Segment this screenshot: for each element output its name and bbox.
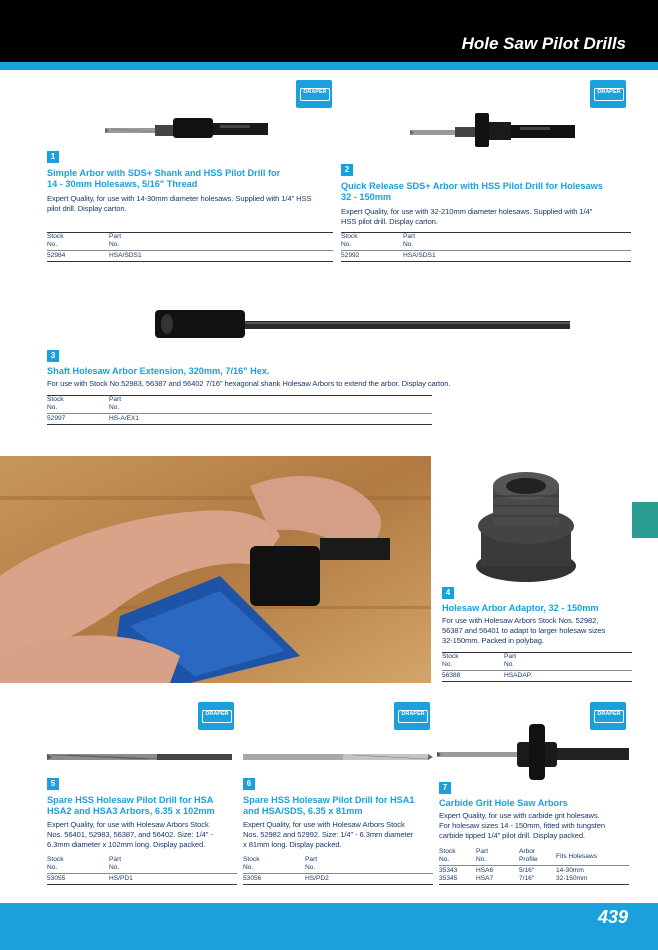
draper-logo: DRAPER — [590, 702, 626, 730]
stock-number: 53056 — [243, 875, 262, 882]
product-title: Simple Arbor with SDS+ Shank and HSS Pilot Drill for 14 - 30mm Holesaws, 5/16" Thread — [47, 168, 281, 189]
stock-number: 52984 — [47, 252, 66, 259]
pilot-drill-image — [47, 750, 237, 766]
stock-number: 53055 — [47, 875, 66, 882]
product-title: Shaft Holesaw Arbor Extension, 320mm, 7/16" Hex. — [47, 366, 270, 376]
part-number: HS/PD2 — [305, 875, 329, 882]
page-number: 439 — [597, 907, 628, 927]
stock-number: 35345 — [439, 875, 458, 882]
product-number: 4 — [442, 587, 454, 599]
product-description: Expert Quality, for use with Holesaw Arbors Stock Nos. 52982 and 52992. Size: 1/4" - 6.3mm diameter x 81mm long. Display packed. — [243, 820, 414, 849]
product-description: Expert Quality, for use with carbide grit holesaws. For holesaw sizes 14 - 150mm, fitted with tungsten carbide tipped 1/4" pilot drill. Display packed. — [439, 811, 605, 840]
draper-logo: DRAPER — [394, 702, 430, 730]
quick-release-arbor-image — [410, 108, 580, 153]
product-table: Stock No. Part No. 53056 HS/PD2 — [243, 855, 433, 889]
stock-number: 52992 — [341, 252, 360, 259]
product-title: Carbide Grit Hole Saw Arbors — [439, 798, 568, 808]
part-number: HSA7 — [476, 875, 494, 882]
carbide-arbor-image — [437, 722, 632, 782]
product-title: Spare HSS Holesaw Pilot Drill for HSA1 and HSA/SDS, 6.35 x 81mm — [243, 795, 415, 816]
part-number: HSA/SDS1 — [109, 252, 142, 259]
product-table: Stock No. Part No. 52997 HS-A/EX1 — [47, 395, 432, 429]
draper-logo: DRAPER — [590, 80, 626, 108]
product-table: Stock No. Part No. 52984 HSA/SDS1 — [47, 232, 333, 266]
product-title: Quick Release SDS+ Arbor with HSS Pilot Drill for Holesaws 32 - 150mm — [341, 181, 603, 202]
product-number: 5 — [47, 778, 59, 790]
product-number: 1 — [47, 151, 59, 163]
stock-number: 35343 — [439, 867, 458, 874]
product-description: Expert Quality, for use with Holesaw Arbors Stock Nos. 56401, 52983, 56387, and 56402. Size: 1/4" - 6.3mm diameter x 102mm long. Display packed. — [47, 820, 213, 849]
holesaw-in-use-photo — [0, 456, 431, 683]
part-number: HS/PD1 — [109, 875, 133, 882]
fits-holesaws: 32-150mm — [556, 875, 588, 882]
part-number: HS-A/EX1 — [109, 415, 140, 422]
stock-number: 56388 — [442, 672, 461, 679]
part-number: HSADAP. — [504, 672, 533, 679]
product-title: Holesaw Arbor Adaptor, 32 - 150mm — [442, 603, 599, 613]
product-number: 3 — [47, 350, 59, 362]
product-table: Stock No. Part No. 52992 HSA/SDS1 — [341, 232, 631, 266]
product-description: For use with Holesaw Arbors Stock Nos. 52982, 56387 and 56401 to adapt to larger holesaw sizes 32-150mm. Packed in polybag. — [442, 616, 606, 645]
product-description: Expert Quality, for use with 14-30mm diameter holesaws. Supplied with 1/4" HSS pilot drill. Display carton. — [47, 194, 312, 213]
product-table: Stock No. Part No. Arbor Profile Fits Holesaws 35343 HSA6 5/16" 14-30mm 35345 HSA7 7/16" 32-150mm — [439, 847, 629, 889]
product-description: For use with Stock No.52983, 56387 and 56402 7/16" hexagonal shank Holesaw Arbors to extend the arbor. Display carton. — [47, 379, 451, 388]
section-tab — [632, 502, 658, 538]
arbor-profile: 7/16" — [519, 875, 535, 882]
product-number: 2 — [341, 164, 353, 176]
pilot-drill-image — [243, 750, 433, 766]
part-number: HSA6 — [476, 867, 494, 874]
holesaw-adaptor-image — [431, 456, 630, 596]
part-number: HSA/SDS1 — [403, 252, 436, 259]
draper-logo: DRAPER — [198, 702, 234, 730]
stock-number: 52997 — [47, 415, 66, 422]
product-table: Stock No. Part No. 56388 HSADAP. — [442, 652, 632, 686]
arbor-profile: 5/16" — [519, 867, 535, 874]
arbor-extension-image — [155, 305, 575, 345]
fits-holesaws: 14-30mm — [556, 867, 584, 874]
product-description: Expert Quality, for use with 32-210mm diameter holesaws. Supplied with 1/4" HSS pilot drill. Display carton. — [341, 207, 593, 226]
page-title: Hole Saw Pilot Drills — [461, 34, 626, 53]
product-title: Spare HSS Holesaw Pilot Drill for HSA HSA2 and HSA3 Arbors, 6.35 x 102mm — [47, 795, 215, 816]
product-number: 7 — [439, 782, 451, 794]
draper-logo: DRAPER — [296, 80, 332, 108]
page-footer — [0, 903, 658, 950]
header-accent-bar — [0, 62, 658, 70]
sds-arbor-image — [105, 108, 295, 148]
product-number: 6 — [243, 778, 255, 790]
product-table: Stock No. Part No. 53055 HS/PD1 — [47, 855, 237, 889]
